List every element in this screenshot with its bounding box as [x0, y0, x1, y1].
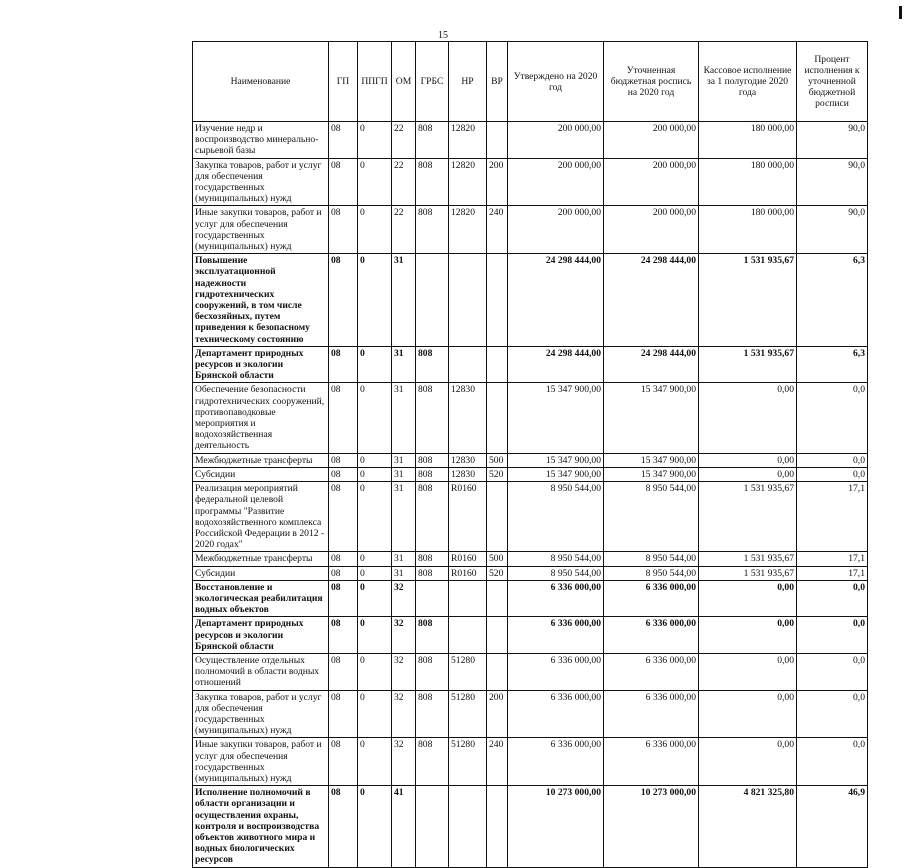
- cell-cash: 180 000,00: [699, 158, 797, 206]
- cell-name: Осуществление отдельных полномочий в области водных отношений: [193, 653, 329, 690]
- cell-cash: 180 000,00: [699, 206, 797, 254]
- table-row: [193, 346, 868, 383]
- cell-name: Департамент природных ресурсов и экологии Брянской области: [193, 346, 329, 383]
- header-cash: Кассовое исполнение за 1 полугодие 2020 года: [699, 42, 797, 122]
- cell-approved: 8 950 544,00: [508, 482, 604, 552]
- cell-approved: 10 273 000,00: [508, 786, 604, 867]
- cell-grbs: 808: [416, 453, 449, 467]
- cell-percent: 0,0: [797, 617, 868, 654]
- cell-percent: 6,3: [797, 254, 868, 347]
- cell-refined: 200 000,00: [604, 206, 699, 254]
- cell-refined: 6 336 000,00: [604, 653, 699, 690]
- cell-name: Субсидии: [193, 566, 329, 580]
- table-row: [193, 383, 868, 453]
- cell-grbs: 808: [416, 122, 449, 159]
- cell-pgp: 0: [358, 786, 392, 867]
- cell-om: 32: [392, 580, 416, 617]
- cell-gp: 08: [329, 254, 358, 347]
- cell-nr: [449, 346, 487, 383]
- cell-pgp: 0: [358, 206, 392, 254]
- cell-om: 22: [392, 206, 416, 254]
- header-approved: Утверждено на 2020 год: [508, 42, 604, 122]
- cell-nr: 12830: [449, 383, 487, 453]
- cell-refined: 8 950 544,00: [604, 552, 699, 566]
- cell-om: 31: [392, 552, 416, 566]
- cell-approved: 6 336 000,00: [508, 690, 604, 738]
- cell-approved: 200 000,00: [508, 158, 604, 206]
- cell-vr: 240: [487, 738, 508, 786]
- cell-refined: 15 347 900,00: [604, 453, 699, 467]
- header-name: Наименование: [193, 42, 329, 122]
- cell-gp: 08: [329, 552, 358, 566]
- table-row: [193, 122, 868, 159]
- cell-cash: 4 821 325,80: [699, 786, 797, 867]
- cell-om: 32: [392, 738, 416, 786]
- cell-nr: [449, 617, 487, 654]
- cell-gp: 08: [329, 453, 358, 467]
- cell-name: Иные закупки товаров, работ и услуг для обеспечения государственных (муниципальных) нужд: [193, 738, 329, 786]
- cell-grbs: 808: [416, 552, 449, 566]
- cell-om: 22: [392, 158, 416, 206]
- cell-gp: 08: [329, 383, 358, 453]
- table-row: [193, 690, 868, 738]
- cell-grbs: 808: [416, 346, 449, 383]
- cell-vr: [487, 617, 508, 654]
- cell-name: Межбюджетные трансферты: [193, 552, 329, 566]
- cell-om: 32: [392, 690, 416, 738]
- cell-cash: 1 531 935,67: [699, 254, 797, 347]
- cell-name: Межбюджетные трансферты: [193, 453, 329, 467]
- cell-grbs: [416, 254, 449, 347]
- cell-pgp: 0: [358, 158, 392, 206]
- table-header-row: [193, 42, 868, 122]
- cell-gp: 08: [329, 738, 358, 786]
- cell-grbs: 808: [416, 206, 449, 254]
- cell-refined: 15 347 900,00: [604, 383, 699, 453]
- cell-pgp: 0: [358, 566, 392, 580]
- cell-nr: R0160: [449, 566, 487, 580]
- cell-percent: 90,0: [797, 158, 868, 206]
- cell-gp: 08: [329, 206, 358, 254]
- cell-refined: 6 336 000,00: [604, 617, 699, 654]
- table-row: [193, 254, 868, 347]
- cell-pgp: 0: [358, 346, 392, 383]
- cell-om: 32: [392, 653, 416, 690]
- cell-om: 31: [392, 566, 416, 580]
- cell-vr: 500: [487, 453, 508, 467]
- cell-grbs: 808: [416, 566, 449, 580]
- cell-percent: 0,0: [797, 580, 868, 617]
- cell-cash: 1 531 935,67: [699, 566, 797, 580]
- cell-om: 31: [392, 383, 416, 453]
- cell-cash: 0,00: [699, 580, 797, 617]
- page-number: 15: [438, 30, 448, 41]
- cell-gp: 08: [329, 566, 358, 580]
- cell-gp: 08: [329, 690, 358, 738]
- cell-vr: 200: [487, 158, 508, 206]
- header-vr: ВР: [487, 42, 508, 122]
- cell-cash: 180 000,00: [699, 122, 797, 159]
- cell-grbs: 808: [416, 738, 449, 786]
- cell-refined: 15 347 900,00: [604, 467, 699, 481]
- cell-om: 31: [392, 482, 416, 552]
- cell-pgp: 0: [358, 690, 392, 738]
- cell-name: Департамент природных ресурсов и экологии Брянской области: [193, 617, 329, 654]
- cell-gp: 08: [329, 482, 358, 552]
- cell-om: 41: [392, 786, 416, 867]
- cell-vr: 200: [487, 690, 508, 738]
- page-edge-mark: [899, 6, 902, 19]
- cell-gp: 08: [329, 346, 358, 383]
- cell-refined: 6 336 000,00: [604, 580, 699, 617]
- cell-pgp: 0: [358, 254, 392, 347]
- header-percent: Процент исполнения к уточненной бюджетной росписи: [797, 42, 868, 122]
- cell-nr: R0160: [449, 552, 487, 566]
- budget-table: [192, 41, 868, 868]
- cell-pgp: 0: [358, 552, 392, 566]
- cell-refined: 8 950 544,00: [604, 482, 699, 552]
- cell-pgp: 0: [358, 580, 392, 617]
- cell-grbs: 808: [416, 383, 449, 453]
- cell-vr: [487, 383, 508, 453]
- cell-refined: 24 298 444,00: [604, 254, 699, 347]
- header-nr: НР: [449, 42, 487, 122]
- cell-nr: 12820: [449, 206, 487, 254]
- cell-vr: [487, 254, 508, 347]
- cell-cash: 0,00: [699, 690, 797, 738]
- cell-gp: 08: [329, 122, 358, 159]
- cell-vr: 520: [487, 566, 508, 580]
- cell-nr: 12830: [449, 453, 487, 467]
- cell-refined: 10 273 000,00: [604, 786, 699, 867]
- table-row: [193, 566, 868, 580]
- cell-nr: 51280: [449, 653, 487, 690]
- cell-name: Исполнение полномочий в области организации и осуществления охраны, контроля и воспроизводства объектов животного мира и водных биологических ресурсов: [193, 786, 329, 867]
- cell-grbs: 808: [416, 617, 449, 654]
- cell-nr: 12820: [449, 158, 487, 206]
- cell-gp: 08: [329, 617, 358, 654]
- cell-om: 31: [392, 254, 416, 347]
- cell-gp: 08: [329, 580, 358, 617]
- cell-approved: 200 000,00: [508, 122, 604, 159]
- cell-approved: 15 347 900,00: [508, 383, 604, 453]
- header-grbs: ГРБС: [416, 42, 449, 122]
- table-row: [193, 786, 868, 867]
- header-pgp: ППГП: [358, 42, 392, 122]
- cell-cash: 0,00: [699, 738, 797, 786]
- cell-name: Обеспечение безопасности гидротехнических сооружений, противопаводковые мероприятия и водохозяйственная деятельность: [193, 383, 329, 453]
- header-refined: Уточненная бюджетная роспись на 2020 год: [604, 42, 699, 122]
- cell-name: Реализация мероприятий федеральной целевой программы "Развитие водохозяйственного комплекса Российской Федерации в 2012 - 2020 годах": [193, 482, 329, 552]
- cell-pgp: 0: [358, 122, 392, 159]
- cell-nr: 51280: [449, 690, 487, 738]
- table-row: [193, 206, 868, 254]
- cell-percent: 0,0: [797, 690, 868, 738]
- cell-pgp: 0: [358, 738, 392, 786]
- cell-vr: [487, 580, 508, 617]
- cell-om: 22: [392, 122, 416, 159]
- cell-approved: 200 000,00: [508, 206, 604, 254]
- cell-cash: 0,00: [699, 617, 797, 654]
- cell-grbs: [416, 786, 449, 867]
- cell-pgp: 0: [358, 653, 392, 690]
- cell-percent: 90,0: [797, 206, 868, 254]
- cell-nr: [449, 786, 487, 867]
- cell-cash: 0,00: [699, 653, 797, 690]
- cell-vr: [487, 346, 508, 383]
- cell-cash: 0,00: [699, 453, 797, 467]
- cell-percent: 0,0: [797, 453, 868, 467]
- cell-refined: 6 336 000,00: [604, 738, 699, 786]
- cell-name: Изучение недр и воспроизводство минерально-сырьевой базы: [193, 122, 329, 159]
- cell-approved: 24 298 444,00: [508, 254, 604, 347]
- table-row: [193, 580, 868, 617]
- cell-gp: 08: [329, 467, 358, 481]
- cell-percent: 17,1: [797, 566, 868, 580]
- cell-vr: [487, 653, 508, 690]
- cell-percent: 90,0: [797, 122, 868, 159]
- cell-cash: 0,00: [699, 383, 797, 453]
- cell-percent: 17,1: [797, 482, 868, 552]
- cell-pgp: 0: [358, 482, 392, 552]
- cell-grbs: 808: [416, 482, 449, 552]
- cell-grbs: 808: [416, 653, 449, 690]
- table-row: [193, 738, 868, 786]
- table-row: [193, 653, 868, 690]
- cell-grbs: 808: [416, 158, 449, 206]
- cell-nr: [449, 254, 487, 347]
- table-row: [193, 482, 868, 552]
- cell-percent: 0,0: [797, 738, 868, 786]
- cell-approved: 15 347 900,00: [508, 453, 604, 467]
- cell-name: Повышение эксплуатационной надежности гидротехнических сооружений, в том числе бесхозяйных, путем приведения к безопасному техническому состоянию: [193, 254, 329, 347]
- cell-om: 32: [392, 617, 416, 654]
- cell-percent: 0,0: [797, 467, 868, 481]
- cell-approved: 6 336 000,00: [508, 580, 604, 617]
- cell-pgp: 0: [358, 383, 392, 453]
- cell-nr: R0160: [449, 482, 487, 552]
- cell-pgp: 0: [358, 453, 392, 467]
- cell-nr: 12830: [449, 467, 487, 481]
- cell-vr: [487, 786, 508, 867]
- table-row: [193, 467, 868, 481]
- cell-gp: 08: [329, 786, 358, 867]
- cell-refined: 8 950 544,00: [604, 566, 699, 580]
- cell-grbs: 808: [416, 467, 449, 481]
- cell-gp: 08: [329, 158, 358, 206]
- cell-approved: 8 950 544,00: [508, 566, 604, 580]
- table-row: [193, 552, 868, 566]
- cell-vr: [487, 482, 508, 552]
- cell-approved: 15 347 900,00: [508, 467, 604, 481]
- cell-cash: 1 531 935,67: [699, 346, 797, 383]
- cell-pgp: 0: [358, 467, 392, 481]
- cell-nr: [449, 580, 487, 617]
- cell-om: 31: [392, 453, 416, 467]
- cell-approved: 8 950 544,00: [508, 552, 604, 566]
- cell-name: Закупка товаров, работ и услуг для обеспечения государственных (муниципальных) нужд: [193, 158, 329, 206]
- table-row: [193, 158, 868, 206]
- cell-vr: 500: [487, 552, 508, 566]
- cell-name: Иные закупки товаров, работ и услуг для обеспечения государственных (муниципальных) нужд: [193, 206, 329, 254]
- header-om: ОМ: [392, 42, 416, 122]
- cell-grbs: [416, 580, 449, 617]
- cell-name: Закупка товаров, работ и услуг для обеспечения государственных (муниципальных) нужд: [193, 690, 329, 738]
- cell-refined: 24 298 444,00: [604, 346, 699, 383]
- cell-vr: [487, 122, 508, 159]
- cell-refined: 200 000,00: [604, 158, 699, 206]
- cell-percent: 6,3: [797, 346, 868, 383]
- cell-refined: 200 000,00: [604, 122, 699, 159]
- table-row: [193, 453, 868, 467]
- header-gp: ГП: [329, 42, 358, 122]
- cell-approved: 6 336 000,00: [508, 617, 604, 654]
- cell-vr: 520: [487, 467, 508, 481]
- cell-percent: 17,1: [797, 552, 868, 566]
- cell-cash: 0,00: [699, 467, 797, 481]
- cell-nr: 51280: [449, 738, 487, 786]
- cell-refined: 6 336 000,00: [604, 690, 699, 738]
- cell-pgp: 0: [358, 617, 392, 654]
- cell-grbs: 808: [416, 690, 449, 738]
- cell-percent: 0,0: [797, 383, 868, 453]
- cell-om: 31: [392, 346, 416, 383]
- cell-cash: 1 531 935,67: [699, 482, 797, 552]
- cell-approved: 24 298 444,00: [508, 346, 604, 383]
- cell-vr: 240: [487, 206, 508, 254]
- cell-om: 31: [392, 467, 416, 481]
- cell-gp: 08: [329, 653, 358, 690]
- cell-percent: 46,9: [797, 786, 868, 867]
- cell-cash: 1 531 935,67: [699, 552, 797, 566]
- cell-percent: 0,0: [797, 653, 868, 690]
- cell-name: Субсидии: [193, 467, 329, 481]
- cell-approved: 6 336 000,00: [508, 738, 604, 786]
- table-row: [193, 617, 868, 654]
- cell-approved: 6 336 000,00: [508, 653, 604, 690]
- cell-name: Восстановление и экологическая реабилитация водных объектов: [193, 580, 329, 617]
- cell-nr: 12820: [449, 122, 487, 159]
